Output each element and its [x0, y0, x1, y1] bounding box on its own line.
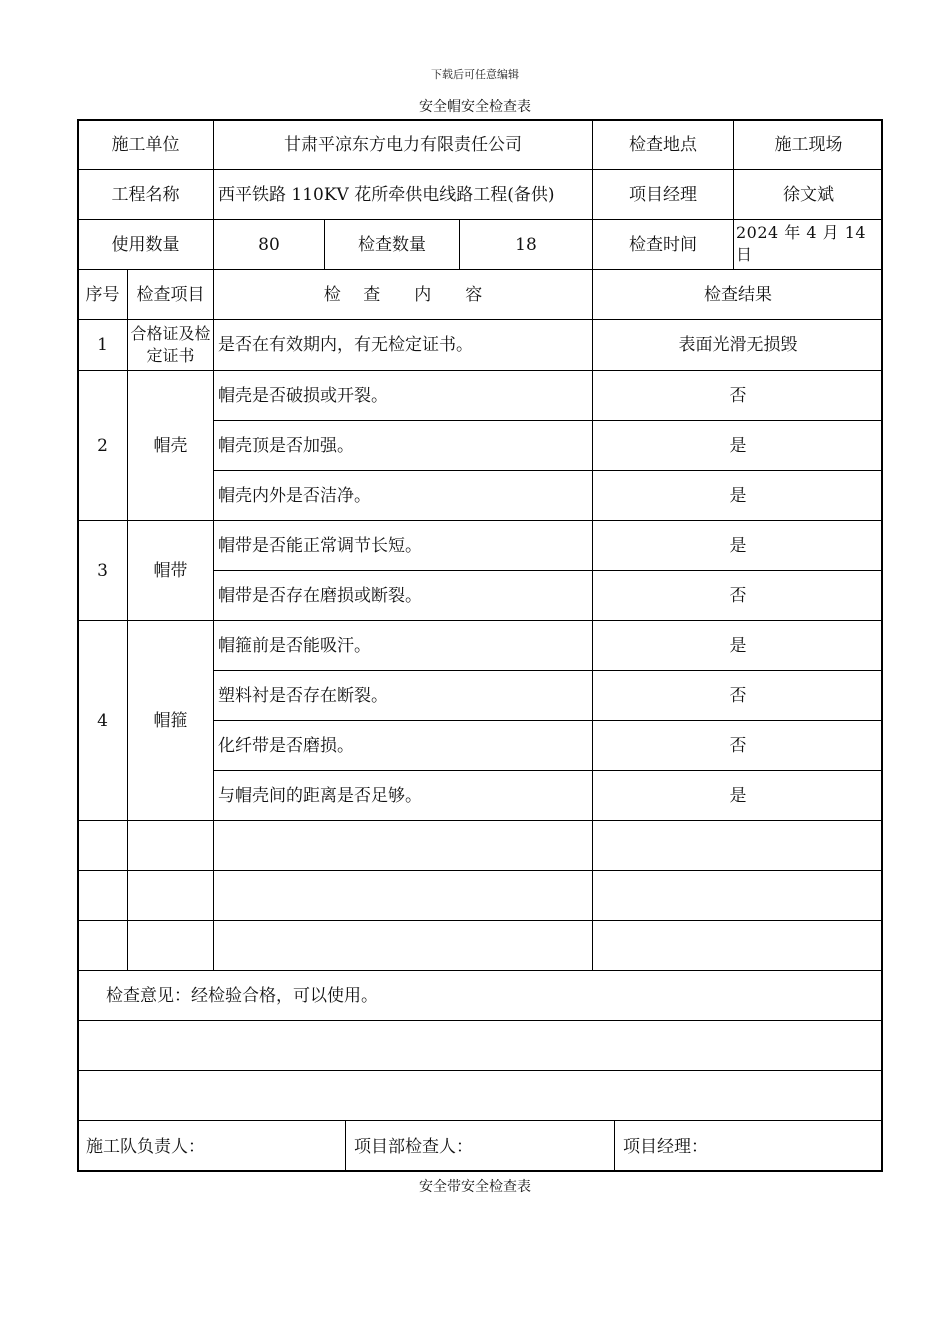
- manager-value: 徐文斌: [783, 184, 834, 205]
- dept-inspector-signature: 项目部检查人：: [354, 1136, 473, 1157]
- table-rule: [77, 820, 883, 821]
- check-content: 帽壳是否破损或开裂。: [218, 385, 388, 406]
- project-value: 西平铁路 110KV 花所牵供电线路工程(备供): [218, 184, 555, 205]
- inspection-table: [77, 119, 883, 1172]
- group-item: 帽箍: [153, 710, 188, 731]
- project-label: 工程名称: [111, 184, 180, 205]
- use-qty-value: 80: [258, 234, 280, 255]
- group-seq: 1: [97, 335, 108, 355]
- check-result: 是: [729, 635, 747, 656]
- group-seq: 2: [97, 435, 108, 456]
- check-qty-value: 18: [515, 234, 537, 255]
- table-rule: [77, 920, 883, 921]
- manager-label: 项目经理: [629, 184, 697, 205]
- group-seq: 4: [97, 710, 108, 731]
- table-rule: [77, 1020, 883, 1021]
- check-time-label: 检查时间: [629, 234, 697, 255]
- check-result: 是: [729, 535, 747, 556]
- group-item: 帽壳: [153, 435, 188, 456]
- next-form-title: 安全带安全检查表: [419, 1179, 531, 1195]
- download-note: 下载后可任意编辑: [431, 68, 519, 81]
- check-content: 帽壳内外是否洁净。: [218, 485, 371, 506]
- col-result-header: 检查结果: [704, 284, 772, 305]
- check-result: 是: [729, 435, 747, 456]
- check-result: 是: [729, 785, 747, 806]
- check-result: 否: [729, 735, 747, 756]
- check-content: 帽带是否存在磨损或断裂。: [218, 585, 422, 606]
- check-result: 是: [729, 485, 747, 506]
- table-rule: [77, 870, 883, 871]
- team-leader-signature: 施工队负责人：: [86, 1136, 205, 1157]
- check-content: 帽带是否能正常调节长短。: [218, 535, 422, 556]
- check-result: 否: [729, 585, 747, 606]
- inspection-opinion: 检查意见：经检验合格，可以使用。: [106, 985, 378, 1006]
- col-content-header: 检 查 内 容: [323, 284, 483, 305]
- table-rule: [77, 1070, 883, 1071]
- project-manager-signature: 项目经理：: [623, 1136, 708, 1157]
- check-result: 否: [729, 385, 747, 406]
- check-result: 表面光滑无损毁: [678, 335, 798, 355]
- form-title: 安全帽安全检查表: [419, 99, 531, 115]
- check-content: 与帽壳间的距离是否足够。: [218, 785, 422, 806]
- check-content: 帽箍前是否能吸汗。: [218, 635, 371, 656]
- group-item: 合格证及检定证书: [130, 324, 211, 365]
- location-value: 施工现场: [774, 134, 843, 155]
- location-label: 检查地点: [629, 134, 697, 155]
- unit-label: 施工单位: [111, 134, 180, 155]
- group-seq: 3: [97, 560, 108, 581]
- check-content: 化纤带是否磨损。: [218, 735, 354, 756]
- check-qty-label: 检查数量: [358, 234, 426, 255]
- group-item: 帽带: [153, 560, 188, 581]
- col-item-header: 检查项目: [136, 284, 205, 305]
- check-result: 否: [729, 685, 747, 706]
- unit-value: 甘肃平凉东方电力有限责任公司: [284, 134, 522, 155]
- check-content: 帽壳顶是否加强。: [218, 435, 354, 456]
- check-content: 塑料衬是否存在断裂。: [218, 685, 388, 706]
- check-time-value: 2024 年 4 月 14 日: [736, 223, 867, 264]
- col-seq-header: 序号: [85, 284, 120, 305]
- use-qty-label: 使用数量: [111, 234, 180, 255]
- check-content: 是否在有效期内，有无检定证书。: [218, 335, 473, 355]
